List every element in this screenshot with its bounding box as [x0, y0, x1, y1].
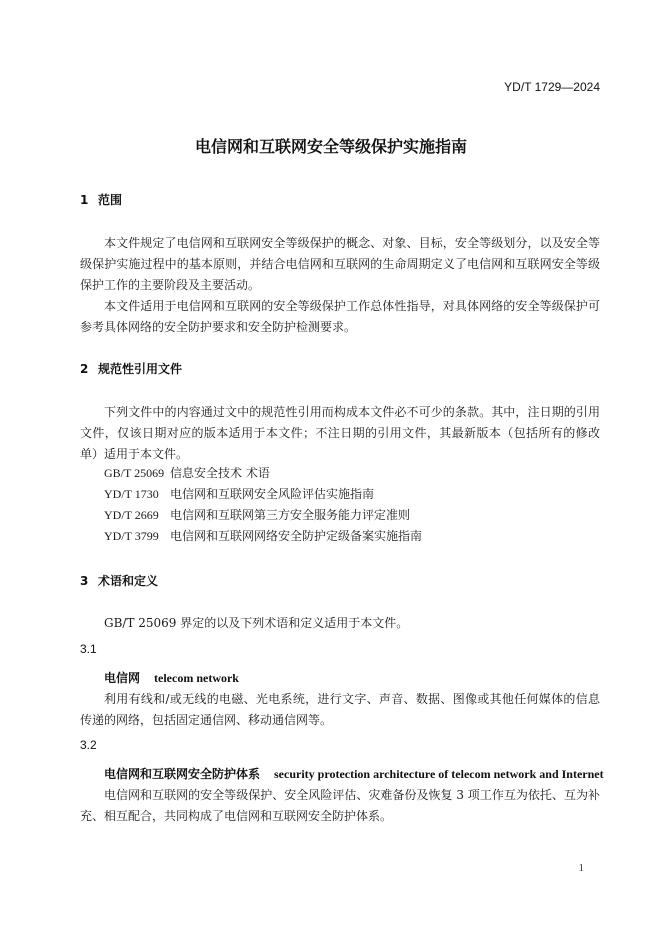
- document-id: YD/T 1729—2024: [504, 80, 600, 94]
- term-english: security protection architecture of telecom network and Internet: [274, 767, 604, 781]
- section-heading-terms-definitions: [80, 572, 158, 589]
- page-number: 1: [578, 862, 584, 874]
- scope-paragraph-2: 本文件适用于电信网和互联网的安全等级保护工作总体性指导，对具体网络的安全等级保护可参考具体网络的安全防护要求和安全防护检测要求。: [80, 299, 600, 334]
- reference-code: YD/T 2669: [104, 508, 159, 522]
- reference-code: YD/T 1730: [104, 487, 159, 501]
- section-number: 1: [80, 193, 89, 207]
- section-number: 2: [80, 362, 89, 376]
- scope-paragraph-1: 本文件规定了电信网和互联网安全等级保护的概念、对象、目标，安全等级划分，以及安全等级保护实施过程中的基本原则，并结合电信网和互联网的生命周期定义了电信网和互联网安全等级保护工作的主要阶段及主要活动。: [80, 236, 600, 292]
- term-english: telecom network: [154, 671, 239, 685]
- term-entry-heading: [104, 669, 239, 686]
- reference-item: [104, 485, 374, 502]
- reference-title: 电信网和互联网网络安全防护定级备案实施指南: [170, 529, 423, 543]
- section-title: 规范性引用文件: [98, 362, 183, 376]
- reference-title: 电信网和互联网安全风险评估实施指南: [170, 487, 375, 501]
- terms-intro-paragraph: GB/T 25069 界定的以及下列术语和定义适用于本文件。: [104, 616, 409, 630]
- reference-item: [104, 506, 410, 523]
- reference-title: 信息安全技术 术语: [170, 466, 270, 480]
- reference-code: YD/T 3799: [104, 529, 159, 543]
- reference-item: [104, 464, 270, 481]
- term-definition: 电信网和互联网的安全等级保护、安全风险评估、灾难备份及恢复 3 项工作互为依托、互为补充、相互配合，共同构成了电信网和互联网安全防护体系。: [80, 788, 600, 823]
- section-title: 范围: [98, 193, 123, 207]
- term-chinese: 电信网和互联网安全防护体系: [104, 767, 261, 781]
- section-title: 术语和定义: [98, 574, 159, 588]
- reference-code: GB/T 25069: [104, 466, 165, 480]
- reference-item: [104, 527, 422, 544]
- term-number: 3.2: [80, 738, 97, 752]
- term-definition: 利用有线和/或无线的电磁、光电系统，进行文字、声音、数据、图像或其他任何媒体的信息传递的网络，包括固定通信网、移动通信网等。: [80, 692, 600, 727]
- section-heading-normative-references: [80, 360, 182, 377]
- section-number: 3: [80, 574, 89, 588]
- section-heading-scope: [80, 191, 122, 208]
- term-chinese: 电信网: [104, 671, 141, 685]
- document-title: 电信网和互联网安全等级保护实施指南: [194, 137, 467, 156]
- term-number: 3.1: [80, 642, 97, 656]
- term-entry-heading: [104, 765, 604, 782]
- references-intro-paragraph: 下列文件中的内容通过文中的规范性引用而构成本文件必不可少的条款。其中，注日期的引用文件，仅该日期对应的版本适用于本文件；不注日期的引用文件，其最新版本（包括所有的修改单）适用于本文件。: [80, 405, 600, 461]
- reference-title: 电信网和互联网第三方安全服务能力评定准则: [170, 508, 411, 522]
